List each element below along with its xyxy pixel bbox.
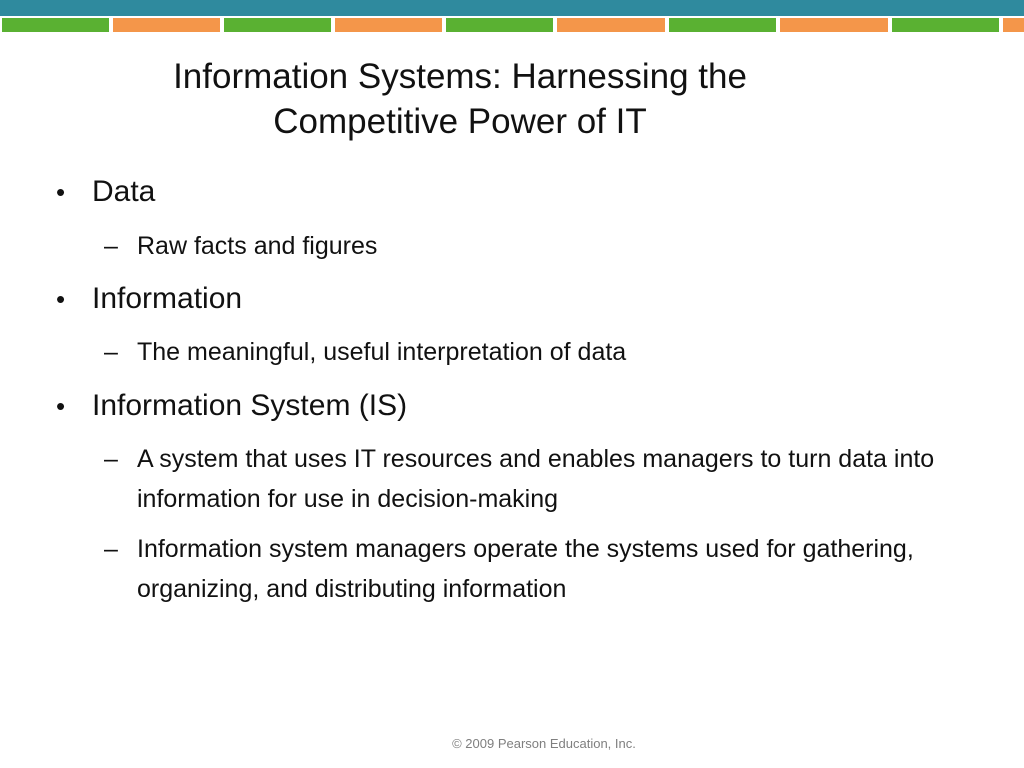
- slide-title-line-2: Competitive Power of IT: [273, 102, 647, 141]
- dash-marker: –: [104, 232, 118, 260]
- bullet-information-system: Information System (IS): [92, 389, 408, 422]
- bullet-marker: •: [56, 284, 66, 314]
- bullet-marker: •: [56, 391, 66, 421]
- bullet-information: Information: [92, 282, 243, 315]
- dash-marker: –: [104, 535, 118, 563]
- bullet-marker: •: [56, 177, 66, 207]
- slide-title-line-1: Information Systems: Harnessing the: [173, 57, 747, 96]
- sub-bullet-data-definition: Raw facts and figures: [137, 232, 378, 260]
- copyright-footer: © 2009 Pearson Education, Inc.: [452, 736, 636, 751]
- sub-bullet-information-definition: The meaningful, useful interpretation of data: [137, 338, 627, 366]
- bullet-data: Data: [92, 175, 156, 208]
- dash-marker: –: [104, 338, 118, 366]
- sub-bullet-is-definition: A system that uses IT resources and enables managers to turn data into information for use in decision-making: [137, 445, 935, 513]
- dash-marker: –: [104, 445, 118, 473]
- sub-bullet-is-managers: Information system managers operate the systems used for gathering, organizing, and distributing information: [137, 535, 914, 603]
